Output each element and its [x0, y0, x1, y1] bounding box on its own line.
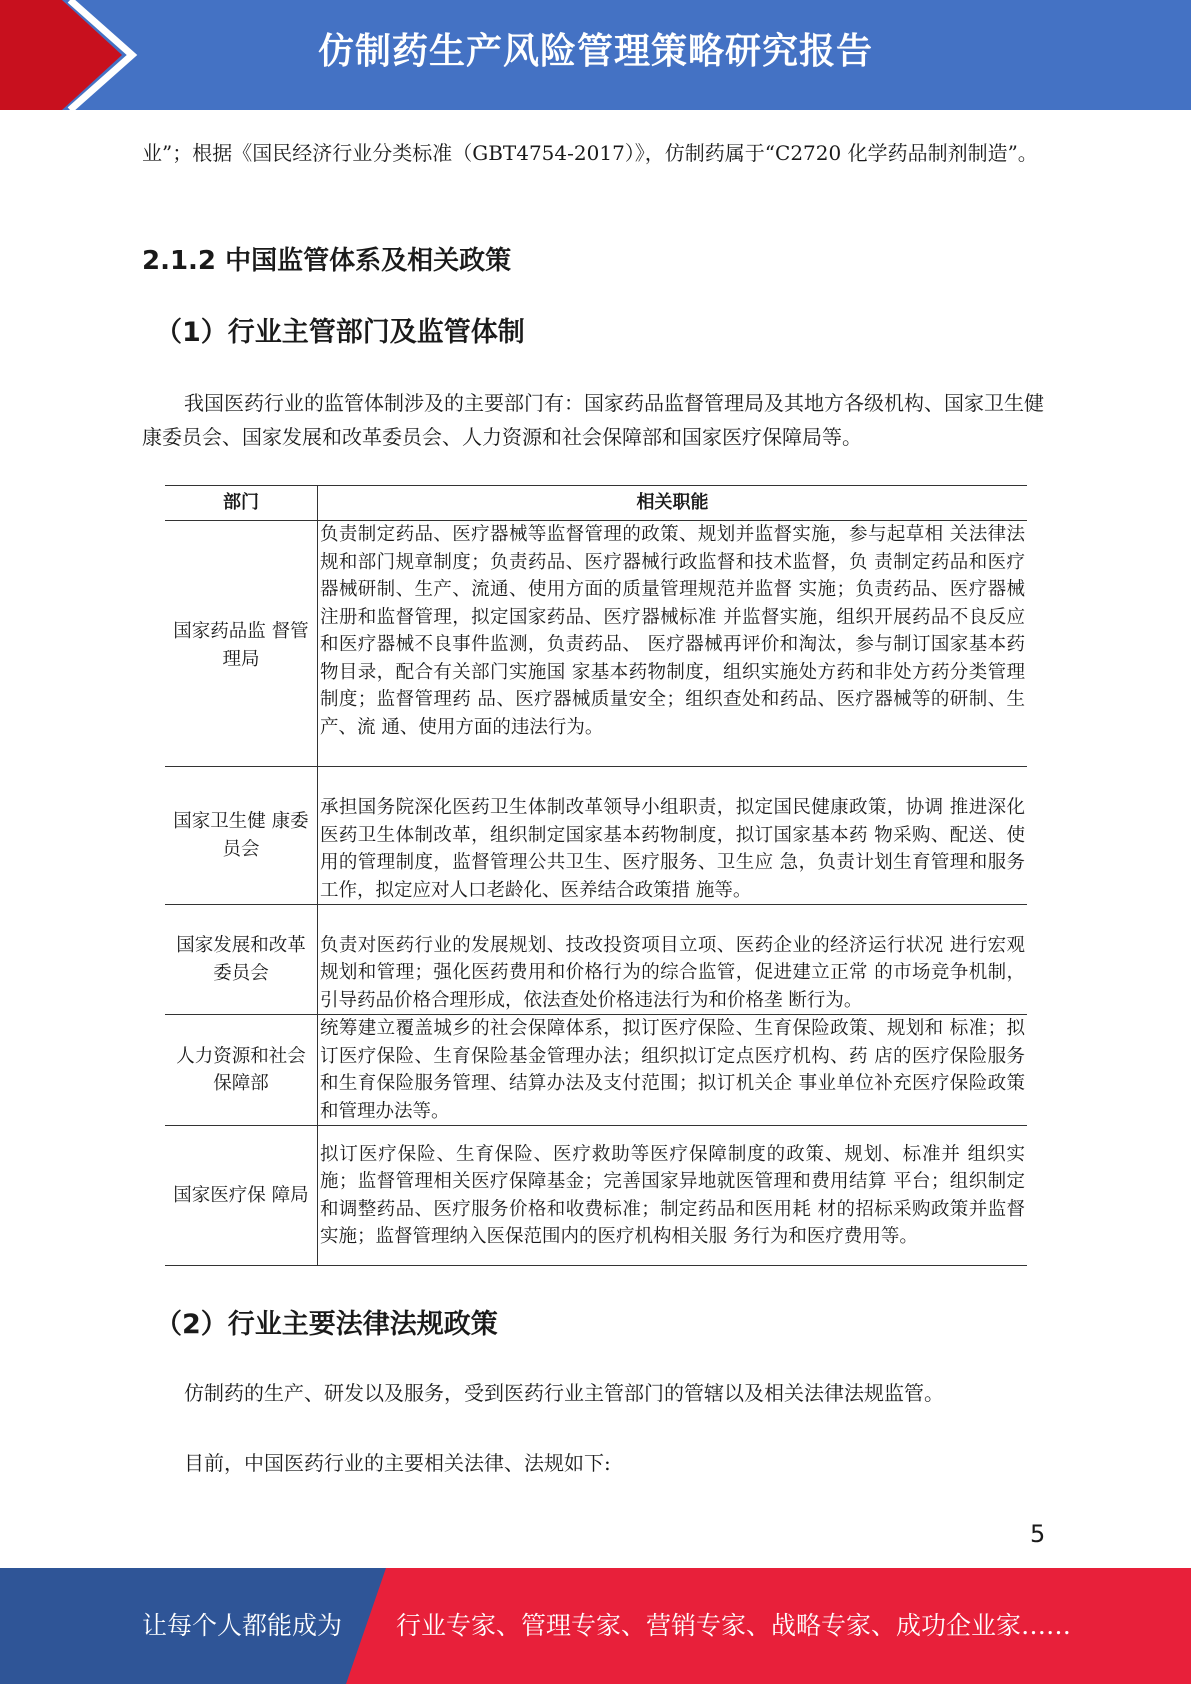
table-cell-functions: 拟订医疗保险、生育保险、医疗救助等医疗保障制度的政策、规划、标准并 组织实施；监督管理相关医疗保障基金；完善国家异地就医管理和费用结算 平台；组织制定和调整药品、医疗服务价格和收费标准；制定药品和医用耗 材的招标采购政策并监督实施；监督管理纳入医保范围内的医疗机构相关服 务行为和医疗费用等。 — [318, 1126, 1028, 1266]
footer-slogan-left: 让每个人都能成为 — [142, 1611, 343, 1640]
header-bar — [0, 0, 1191, 110]
footer-slogan-right: 行业专家、管理专家、营销专家、战略专家、成功企业家…… — [396, 1611, 1072, 1640]
table-row — [165, 521, 1027, 767]
table-row — [165, 905, 1027, 1015]
page-number: 5 — [1030, 1520, 1046, 1548]
table-cell-functions: 负责制定药品、医疗器械等监督管理的政策、规划并监督实施，参与起草相 关法律法规和部门规章制度；负责药品、医疗器械行政监督和技术监督，负 责制定药品和医疗器械研制、生产、流通、使用方面的质量管理规范并监督 实施；负责药品、医疗器械注册和监督管理，拟定国家药品、医疗器械标准 并监督实施，组织开展药品不良反应和医疗器械不良事件监测，负责药品、 医疗器械再评价和淘汰，参与制订国家基本药物目录，配合有关部门实施国 家基本药物制度，组织实施处方药和非处方药分类管理制度；监督管理药 品、医疗器械质量安全；组织查处和药品、医疗器械等的研制、生产、流 通、使用方面的违法行为。 — [318, 521, 1028, 767]
table-row — [165, 1126, 1027, 1266]
table-cell-department: 国家发展和改革委员会 — [165, 905, 318, 1015]
table-cell-functions: 承担国务院深化医药卫生体制改革领导小组职责，拟定国民健康政策，协调 推进深化医药卫生体制改革，组织制定国家基本药物制度，拟订国家基本药 物采购、配送、使用的管理制度，监督管理公共卫生、医疗服务、卫生应 急，负责计划生育管理和服务工作，拟定应对人口老龄化、医养结合政策措 施等。 — [318, 767, 1028, 905]
table-row — [165, 767, 1027, 905]
table-header-row — [165, 486, 1027, 521]
subsection-heading-1: （1）行业主管部门及监管体制 — [155, 317, 525, 348]
table-cell-department: 人力资源和社会保障部 — [165, 1015, 318, 1126]
report-title: 仿制药生产风险管理策略研究报告 — [317, 31, 873, 72]
table-cell-department: 国家药品监 督管理局 — [165, 521, 318, 767]
department-functions-table — [165, 485, 1027, 1266]
intro-continuation: 业”；根据《国民经济行业分类标准（GBT4754-2017）》，仿制药属于“C2720 化学药品制剂制造”。 — [142, 141, 1038, 165]
subsection-heading-2: （2）行业主要法律法规政策 — [155, 1309, 498, 1340]
table-cell-department: 国家医疗保 障局 — [165, 1126, 318, 1266]
table-row — [165, 1015, 1027, 1126]
table-cell-department: 国家卫生健 康委员会 — [165, 767, 318, 905]
table-cell-functions: 负责对医药行业的发展规划、技改投资项目立项、医药企业的经济运行状况 进行宏观规划和管理；强化医药费用和价格行为的综合监管，促进建立正常 的市场竞争机制，引导药品价格合理形成，依法查处价格违法行为和价格垄 断行为。 — [318, 905, 1028, 1015]
table-header-department: 部门 — [165, 486, 318, 521]
paragraph-regulatory-departments: 我国医药行业的监管体制涉及的主要部门有：国家药品监督管理局及其地方各级机构、国家卫生健康委员会、国家发展和改革委员会、人力资源和社会保障部和国家医疗保障局等。 — [142, 391, 1044, 449]
section-heading: 2.1.2 中国监管体系及相关政策 — [142, 246, 512, 276]
table-cell-functions: 统筹建立覆盖城乡的社会保障体系，拟订医疗保险、生育保险政策、规划和 标准；拟订医疗保险、生育保险基金管理办法；组织拟订定点医疗机构、药 店的医疗保险服务和生育保险服务管理、结算办法及支付范围；拟订机关企 事业单位补充医疗保险政策和管理办法等。 — [318, 1015, 1028, 1126]
paragraph-laws-intro: 目前，中国医药行业的主要相关法律、法规如下: — [184, 1451, 611, 1475]
footer-banner — [0, 1568, 1191, 1684]
paragraph-regulation-scope: 仿制药的生产、研发以及服务，受到医药行业主管部门的管辖以及相关法律法规监管。 — [184, 1381, 944, 1405]
table-header-functions: 相关职能 — [318, 486, 1028, 521]
